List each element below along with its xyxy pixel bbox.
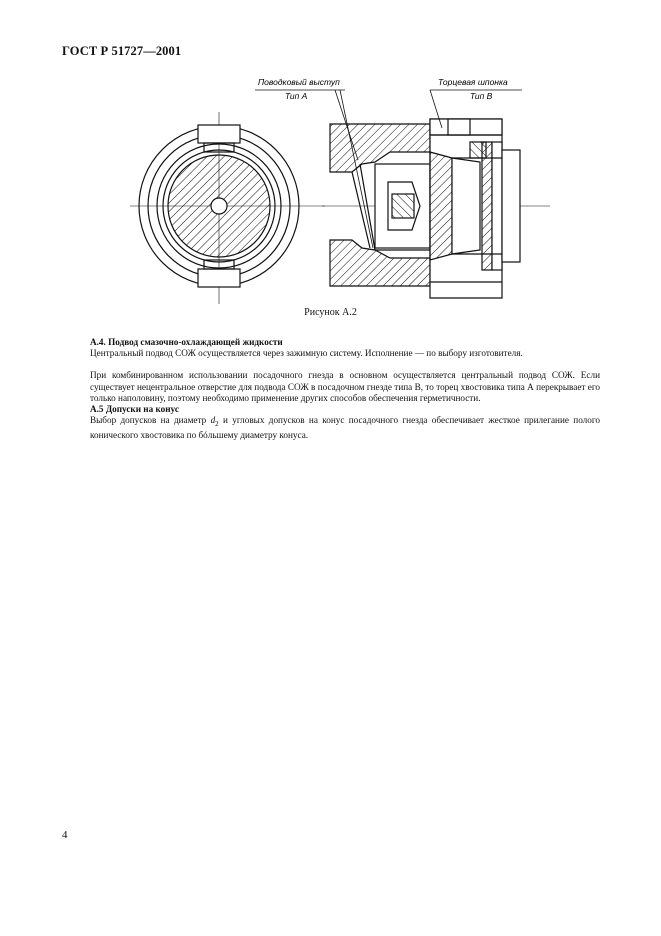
page-number: 4: [62, 829, 68, 841]
a5-text-before: Выбор допусков на диаметр: [90, 415, 211, 426]
section-a5-paragraph-1: [90, 415, 600, 441]
section-view: [322, 119, 550, 298]
technical-drawing: [130, 72, 550, 304]
section-a4-paragraph-2: При комбинированном использовании посадочного гнезда в основном осуществляется центральный подвод СОЖ. Если существует нецентральное отверстие для подвода СОЖ в посадочном гнезде типа В, то торец хвостовика типа А перекрывает его только наполовину, поэтому необходимо применение других способов обеспечения герметичности.: [90, 370, 600, 403]
end-view: [130, 112, 325, 304]
section-a4-paragraph-1: Центральный подвод СОЖ осуществляется через зажимную систему. Исполнение — по выбору изготовителя.: [90, 348, 523, 359]
section-a4-title: А.4. Подвод смазочно-охлаждающей жидкости: [90, 337, 283, 347]
a5-subscript: 2: [215, 420, 219, 429]
document-code-header: ГОСТ Р 51727—2001: [62, 44, 182, 58]
label-b-line2: Тип В: [470, 91, 493, 101]
a5-variable: d: [210, 415, 216, 426]
figure-a2: [130, 72, 550, 304]
document-body: [90, 337, 600, 441]
label-b-line1: Торцевая шпонка: [438, 77, 508, 87]
figure-caption: Рисунок А.2: [304, 307, 357, 318]
label-a-line2: Тип А: [285, 91, 308, 101]
a5-text-after: и угловых допусков на конус посадочного гнезда обеспечивает жесткое прилегание полого конического хвостовика по бóльшему диаметру конуса.: [90, 415, 600, 441]
label-a-line1: Поводковый выступ: [258, 77, 340, 87]
section-a5-title: А.5 Допуски на конус: [90, 404, 179, 415]
